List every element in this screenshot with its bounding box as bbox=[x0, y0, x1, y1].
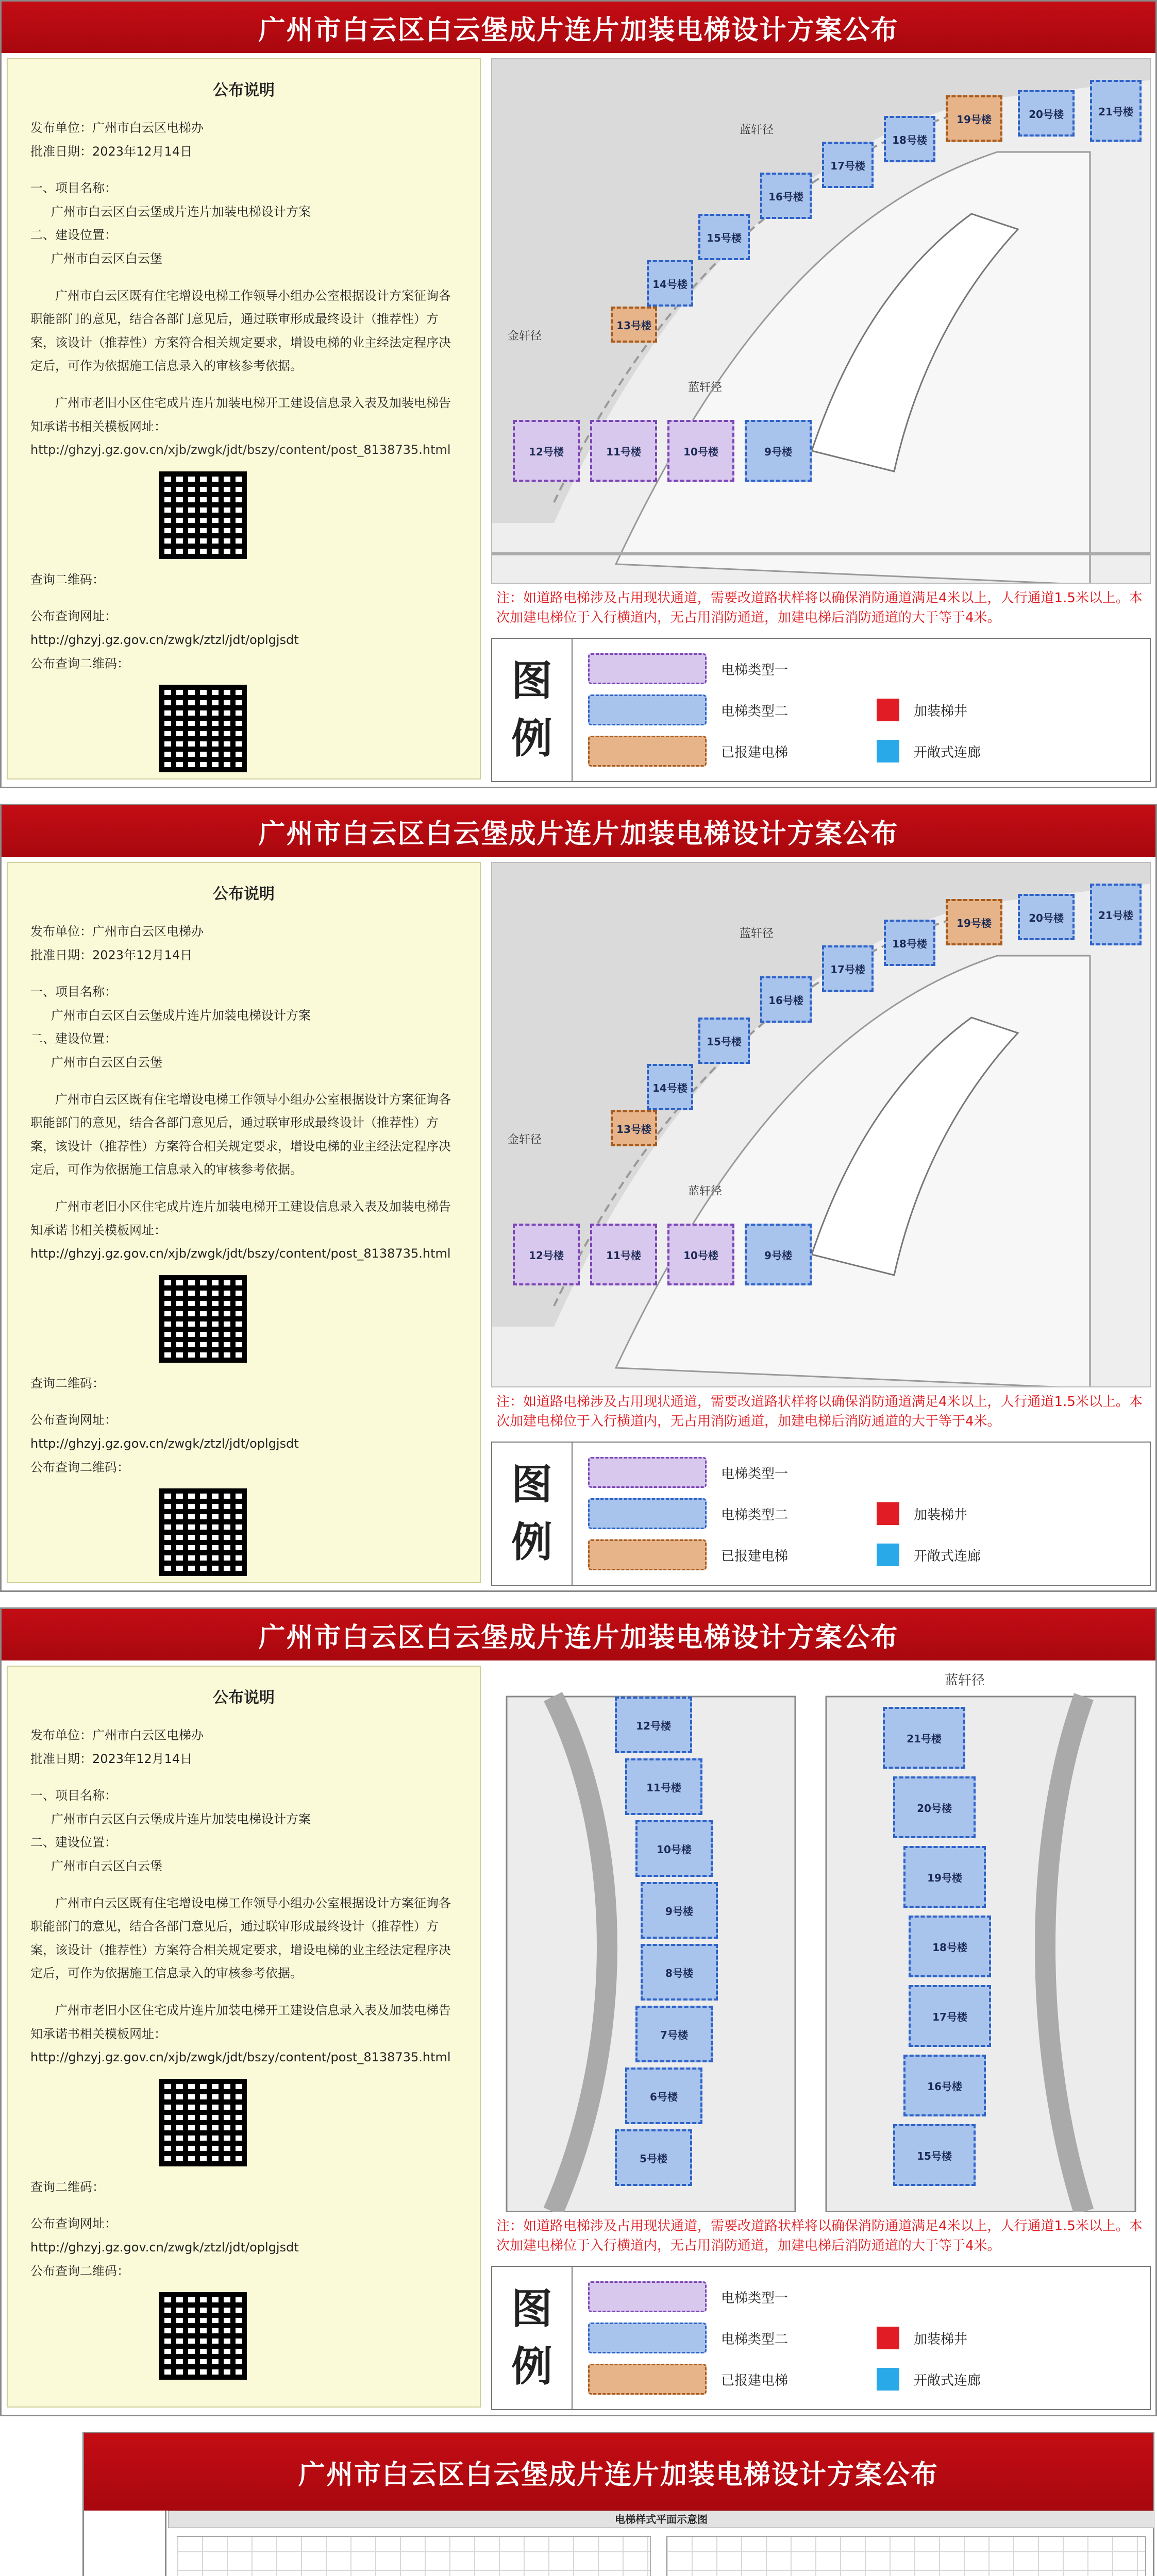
legend-type2: 电梯类型二 bbox=[721, 2331, 789, 2347]
project-name: 广州市白云区白云堡成片连片加装电梯设计方案 bbox=[51, 1811, 311, 1826]
legend-type2: 电梯类型二 bbox=[721, 703, 789, 719]
board-title: 广州市白云区白云堡成片连片加装电梯设计方案公布 bbox=[2, 1609, 1155, 1660]
plan-section-title: 电梯样式平面示意图 bbox=[168, 2511, 1154, 2528]
building-16: 16号楼 bbox=[760, 976, 812, 1023]
location: 广州市白云区白云堡 bbox=[51, 1858, 162, 1873]
qr-label-2: 公布查询二维码： bbox=[30, 1460, 129, 1475]
legend-swatch-type2 bbox=[588, 2323, 707, 2353]
building-11: 11号楼 bbox=[625, 1758, 702, 1815]
road-label-east: 金轩径 bbox=[508, 330, 542, 343]
notice-paragraph-1: 广州市白云区既有住宅增设电梯工作领导小组办公室根据设计方案征询各职能部门的意见，结合各部门意见后，通过联审形成最终设计（推荐性）方案，该设计（推荐性）方案符合相关规定要求，增设电梯的业主经法定程序决定后，可作为依据施工信息录入的审核参考依据。 bbox=[30, 288, 451, 374]
building-17: 17号楼 bbox=[822, 945, 874, 992]
legend-shaft: 加装梯井 bbox=[914, 703, 968, 719]
publisher: 发布单位：广州市白云区电梯办 bbox=[30, 924, 204, 939]
notice-paragraph-1: 广州市白云区既有住宅增设电梯工作领导小组办公室根据设计方案征询各职能部门的意见，结合各部门意见后，通过联审形成最终设计（推荐性）方案，该设计（推荐性）方案符合相关规定要求，增设电梯的业主经法定程序决定后，可作为依据施工信息录入的审核参考依据。 bbox=[30, 1895, 451, 1981]
query-url-label: 公布查询网址： bbox=[30, 1413, 117, 1428]
notice-paragraph-2: 广州市老旧小区住宅成片连片加装电梯开工建设信息录入表及加装电梯告知承诺书相关模板网址： bbox=[30, 2003, 451, 2041]
item-2-label: 二、建设位置： bbox=[30, 1835, 117, 1850]
road-label-north: 蓝轩径 bbox=[945, 1673, 985, 1688]
query-url[interactable]: http://ghzyj.gz.gov.cn/zwgk/ztzl/jdt/oplgjsdt bbox=[30, 2240, 299, 2255]
road-label-east: 金轩径 bbox=[508, 1133, 542, 1146]
building-14: 14号楼 bbox=[647, 1064, 693, 1110]
legend-key-bottom: 例 bbox=[511, 2343, 552, 2391]
legend-key-bottom: 例 bbox=[511, 715, 552, 762]
legend-type1: 电梯类型一 bbox=[721, 2290, 789, 2306]
board-title: 广州市白云区白云堡成片连片加装电梯设计方案公布 bbox=[2, 2, 1155, 53]
legend-swatch-type2 bbox=[588, 694, 707, 725]
building-12: 12号楼 bbox=[513, 420, 580, 482]
style-side-label bbox=[84, 2511, 166, 2576]
building-7: 7号楼 bbox=[635, 2006, 713, 2062]
legend-swatch-built bbox=[588, 2364, 707, 2395]
legend-swatch-corridor bbox=[877, 1544, 899, 1566]
building-21-r: 21号楼 bbox=[883, 1707, 965, 1769]
publisher: 发布单位：广州市白云区电梯办 bbox=[30, 1728, 204, 1742]
qr-code-template bbox=[159, 471, 247, 559]
query-url[interactable]: http://ghzyj.gz.gov.cn/zwgk/ztzl/jdt/oplgjsdt bbox=[30, 632, 299, 647]
item-2-label: 二、建设位置： bbox=[30, 228, 117, 243]
legend-swatch-shaft bbox=[877, 699, 899, 721]
legend bbox=[491, 2266, 1151, 2410]
notice-heading: 公布说明 bbox=[213, 81, 275, 99]
building-16-r: 16号楼 bbox=[903, 2055, 986, 2116]
legend-swatch-shaft bbox=[877, 1502, 899, 1525]
qr-label-2: 公布查询二维码： bbox=[30, 2263, 129, 2278]
road-label-middle: 蓝轩径 bbox=[688, 381, 723, 394]
building-15-r: 15号楼 bbox=[893, 2124, 976, 2186]
building-12: 12号楼 bbox=[513, 1224, 580, 1285]
sheet-title: 广州市白云区白云堡成片连片加装电梯设计方案公布 bbox=[84, 2433, 1153, 2511]
notice-board-3 bbox=[0, 1607, 1157, 2416]
notice-paragraph-1: 广州市白云区既有住宅增设电梯工作领导小组办公室根据设计方案征询各职能部门的意见，结合各部门意见后，通过联审形成最终设计（推荐性）方案，该设计（推荐性）方案符合相关规定要求，增设电梯的业主经法定程序决定后，可作为依据施工信息录入的审核参考依据。 bbox=[30, 1092, 451, 1177]
board-title: 广州市白云区白云堡成片连片加装电梯设计方案公布 bbox=[2, 805, 1155, 857]
legend-corridor: 开敞式连廊 bbox=[914, 1548, 981, 1564]
legend-swatch-type2 bbox=[588, 1498, 707, 1529]
qr-code-template bbox=[159, 1275, 247, 1363]
building-6: 6号楼 bbox=[625, 2067, 702, 2124]
building-10: 10号楼 bbox=[667, 420, 734, 482]
building-11: 11号楼 bbox=[590, 1224, 657, 1285]
query-url-label: 公布查询网址： bbox=[30, 609, 117, 624]
site-plan-svg bbox=[492, 59, 1151, 584]
qr-label-1: 查询二维码： bbox=[30, 2179, 105, 2194]
legend-key-top: 图 bbox=[511, 2285, 552, 2333]
building-20: 20号楼 bbox=[1018, 90, 1075, 137]
site-plan-map-detail bbox=[491, 1666, 1151, 2212]
item-1-label: 一、项目名称： bbox=[30, 1788, 117, 1803]
legend-built: 已报建电梯 bbox=[721, 744, 789, 760]
template-url[interactable]: http://ghzyj.gz.gov.cn/xjb/zwgk/jdt/bszy/content/post_8138735.html bbox=[30, 2050, 451, 2065]
legend-built: 已报建电梯 bbox=[721, 2372, 789, 2388]
location: 广州市白云区白云堡 bbox=[51, 251, 162, 266]
legend-key-bottom: 例 bbox=[511, 1518, 552, 1566]
road-label-middle: 蓝轩径 bbox=[688, 1185, 723, 1198]
approval-date: 批准日期：2023年12月14日 bbox=[30, 1751, 193, 1766]
notice-panel bbox=[7, 1666, 481, 2408]
plan-note: 注：如道路电梯涉及占用现状通道，需要改道路状样将以确保消防通道满足4米以上，人行通道1.5米以上。本次加建电梯位于入行横道内，无占用消防通道，加建电梯后消防通道的大于等于4米。 bbox=[496, 1394, 1143, 1429]
building-12: 12号楼 bbox=[615, 1697, 692, 1753]
building-20-r: 20号楼 bbox=[893, 1776, 976, 1838]
query-url[interactable]: http://ghzyj.gz.gov.cn/zwgk/ztzl/jdt/oplgjsdt bbox=[30, 1436, 299, 1451]
building-8: 8号楼 bbox=[641, 1944, 718, 2001]
building-18-r: 18号楼 bbox=[909, 1916, 991, 1977]
query-url-label: 公布查询网址： bbox=[30, 2216, 117, 2231]
notice-heading: 公布说明 bbox=[213, 1689, 275, 1707]
notice-panel bbox=[7, 58, 481, 779]
detail-plan-svg bbox=[491, 1686, 1151, 2212]
building-18: 18号楼 bbox=[884, 920, 935, 966]
project-name: 广州市白云区白云堡成片连片加装电梯设计方案 bbox=[51, 1008, 311, 1023]
road-label-north: 蓝轩径 bbox=[740, 927, 774, 940]
legend-swatch-built bbox=[588, 1539, 707, 1570]
building-9: 9号楼 bbox=[745, 1224, 812, 1285]
legend-swatch-type1 bbox=[588, 2281, 707, 2312]
qr-code-query bbox=[159, 685, 247, 772]
item-1-label: 一、项目名称： bbox=[30, 181, 117, 196]
building-16: 16号楼 bbox=[760, 173, 812, 219]
legend-key-top: 图 bbox=[511, 1461, 552, 1509]
building-21: 21号楼 bbox=[1090, 80, 1142, 142]
plan-note: 注：如道路电梯涉及占用现状通道，需要改道路状样将以确保消防通道满足4米以上，人行通道1.5米以上。本次加建电梯位于入行横道内，无占用消防通道，加建电梯后消防通道的大于等于4米。 bbox=[496, 2218, 1143, 2253]
template-url[interactable]: http://ghzyj.gz.gov.cn/xjb/zwgk/jdt/bszy/content/post_8138735.html bbox=[30, 443, 451, 457]
building-5: 5号楼 bbox=[615, 2129, 692, 2186]
legend-shaft: 加装梯井 bbox=[914, 1507, 968, 1523]
qr-code-template bbox=[159, 2079, 247, 2166]
building-20: 20号楼 bbox=[1018, 894, 1075, 940]
approval-date: 批准日期：2023年12月14日 bbox=[30, 947, 193, 962]
building-10: 10号楼 bbox=[667, 1224, 734, 1285]
project-name: 广州市白云区白云堡成片连片加装电梯设计方案 bbox=[51, 204, 311, 219]
legend bbox=[491, 638, 1151, 782]
building-19: 19号楼 bbox=[946, 899, 1002, 945]
legend-swatch-corridor bbox=[877, 2368, 899, 2391]
legend-type1: 电梯类型一 bbox=[721, 1466, 789, 1482]
building-9: 9号楼 bbox=[641, 1882, 718, 1939]
legend-corridor: 开敞式连廊 bbox=[914, 2372, 981, 2388]
building-19-r: 19号楼 bbox=[903, 1846, 986, 1908]
publisher: 发布单位：广州市白云区电梯办 bbox=[30, 121, 204, 135]
plan-note: 注：如道路电梯涉及占用现状通道，需要改道路状样将以确保消防通道满足4米以上，人行通道1.5米以上。本次加建电梯位于入行横道内，无占用消防通道，加建电梯后消防通道的大于等于4米。 bbox=[496, 590, 1143, 625]
legend-swatch-type1 bbox=[588, 653, 707, 684]
legend-type1: 电梯类型一 bbox=[721, 662, 789, 678]
legend-key-top: 图 bbox=[511, 657, 552, 705]
building-13: 13号楼 bbox=[611, 307, 657, 343]
building-19: 19号楼 bbox=[946, 95, 1002, 142]
legend-swatch-built bbox=[588, 736, 707, 767]
building-15: 15号楼 bbox=[698, 214, 750, 260]
template-url[interactable]: http://ghzyj.gz.gov.cn/xjb/zwgk/jdt/bszy/content/post_8138735.html bbox=[30, 1246, 451, 1261]
qr-code-query bbox=[159, 1488, 247, 1576]
elevator-style-sheet-1 bbox=[82, 2432, 1154, 2576]
building-18: 18号楼 bbox=[884, 116, 935, 162]
standard-floor-plan bbox=[666, 2536, 1146, 2576]
notice-panel bbox=[7, 862, 481, 1583]
building-15: 15号楼 bbox=[698, 1018, 750, 1064]
notice-paragraph-2: 广州市老旧小区住宅成片连片加装电梯开工建设信息录入表及加装电梯告知承诺书相关模板网址： bbox=[30, 395, 451, 434]
building-9: 9号楼 bbox=[745, 420, 812, 482]
item-1-label: 一、项目名称： bbox=[30, 985, 117, 999]
site-plan-map bbox=[491, 58, 1151, 584]
building-13: 13号楼 bbox=[611, 1110, 657, 1146]
qr-label-2: 公布查询二维码： bbox=[30, 656, 129, 671]
building-14: 14号楼 bbox=[647, 260, 693, 307]
building-11: 11号楼 bbox=[590, 420, 657, 482]
approval-date: 批准日期：2023年12月14日 bbox=[30, 144, 193, 159]
building-21: 21号楼 bbox=[1090, 884, 1142, 945]
site-plan-svg bbox=[492, 863, 1151, 1387]
legend-corridor: 开敞式连廊 bbox=[914, 744, 981, 760]
notice-board-2 bbox=[0, 804, 1157, 1592]
legend-swatch-corridor bbox=[877, 740, 899, 762]
legend-built: 已报建电梯 bbox=[721, 1548, 789, 1564]
legend-shaft: 加装梯井 bbox=[914, 2331, 968, 2347]
legend-swatch-shaft bbox=[877, 2327, 899, 2349]
site-plan-map bbox=[491, 862, 1151, 1387]
notice-paragraph-2: 广州市老旧小区住宅成片连片加装电梯开工建设信息录入表及加装电梯告知承诺书相关模板网址： bbox=[30, 1199, 451, 1238]
building-17-r: 17号楼 bbox=[909, 1985, 991, 2047]
legend-type2: 电梯类型二 bbox=[721, 1507, 789, 1523]
legend bbox=[491, 1442, 1151, 1586]
qr-code-query bbox=[159, 2292, 247, 2380]
notice-board-1 bbox=[0, 0, 1157, 788]
road-label-north: 蓝轩径 bbox=[740, 124, 774, 137]
notice-heading: 公布说明 bbox=[213, 885, 275, 903]
qr-label-1: 查询二维码： bbox=[30, 572, 105, 587]
location: 广州市白云区白云堡 bbox=[51, 1055, 162, 1070]
building-10: 10号楼 bbox=[635, 1820, 713, 1877]
building-17: 17号楼 bbox=[822, 142, 874, 188]
ground-floor-plan bbox=[177, 2536, 651, 2576]
item-2-label: 二、建设位置： bbox=[30, 1031, 117, 1046]
legend-swatch-type1 bbox=[588, 1457, 707, 1488]
qr-label-1: 查询二维码： bbox=[30, 1376, 105, 1391]
